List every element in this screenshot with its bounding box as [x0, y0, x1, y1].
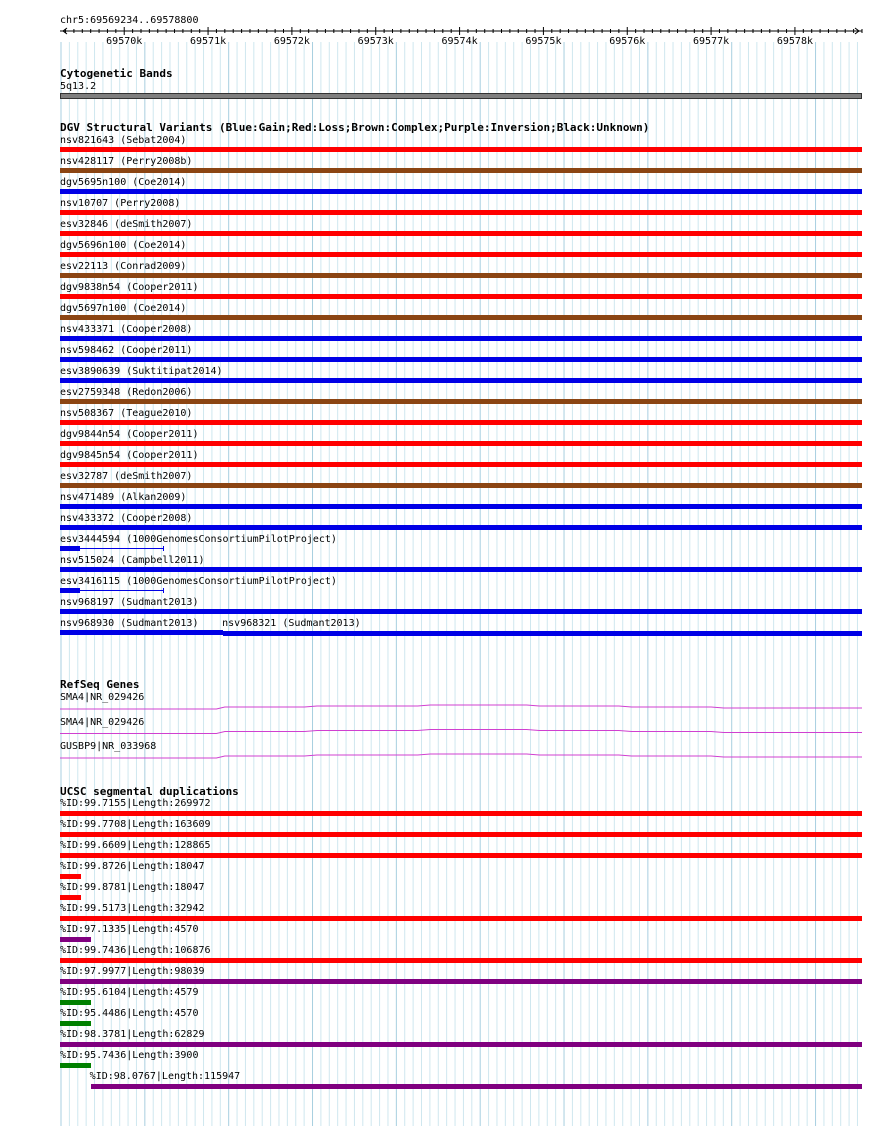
- dgv-feature-bar[interactable]: [223, 631, 862, 636]
- segdup-feature-bar[interactable]: [60, 1063, 91, 1068]
- segdup-feature-bar[interactable]: [60, 811, 862, 816]
- dgv-feature-label: esv32787 (deSmith2007): [60, 471, 193, 482]
- dgv-feature-bar[interactable]: [60, 357, 862, 362]
- dgv-feature-label: nsv821643 (Sebat2004): [60, 135, 187, 146]
- dgv-feature-tick[interactable]: [163, 546, 164, 551]
- ruler-tick-label: 69572k: [273, 36, 310, 47]
- dgv-feature-label: esv2759348 (Redon2006): [60, 387, 193, 398]
- dgv-feature-label: nsv10707 (Perry2008): [60, 198, 181, 209]
- ruler-tick-label: 69574k: [441, 36, 478, 47]
- segdup-feature-bar[interactable]: [60, 874, 81, 879]
- segdup-feature-bar[interactable]: [60, 979, 862, 984]
- segdup-feature-bar[interactable]: [60, 958, 862, 963]
- dgv-feature-bar[interactable]: [60, 609, 862, 614]
- ruler-tick-label: 69571k: [189, 36, 227, 47]
- ruler-region: chr5:69569234..69578800: [60, 15, 199, 26]
- refseq-gene-label: SMA4|NR_029426: [60, 716, 145, 728]
- dgv-feature-tick[interactable]: [163, 588, 164, 593]
- refseq-gene-label: SMA4|NR_029426: [60, 692, 145, 703]
- ruler-tick-label: 69575k: [525, 36, 562, 47]
- segdup-feature-label: %ID:98.3781|Length:62829: [60, 1029, 205, 1040]
- dgv-feature-bar[interactable]: [60, 420, 862, 425]
- dgv-feature-label: dgv5695n100 (Coe2014): [60, 177, 187, 188]
- dgv-track-title: DGV Structural Variants (Blue:Gain;Red:Loss;Brown:Complex;Purple:Inversion;Black:Unknown): [60, 121, 650, 134]
- segdup-feature-label: %ID:99.5173|Length:32942: [60, 903, 205, 914]
- cytoband-track-title: Cytogenetic Bands: [60, 67, 173, 80]
- dgv-feature-bar[interactable]: [60, 273, 862, 278]
- segdup-feature-label: %ID:97.9977|Length:98039: [60, 966, 205, 977]
- dgv-feature-label: esv3416115 (1000GenomesConsortiumPilotProject): [60, 576, 337, 587]
- ruler-tick-label: 69578k: [776, 36, 813, 47]
- dgv-feature-bar[interactable]: [60, 294, 862, 299]
- segdup-feature-label: %ID:95.6104|Length:4579: [60, 987, 199, 998]
- dgv-feature-bar[interactable]: [60, 441, 862, 446]
- ruler-tick-label: 69576k: [609, 36, 646, 47]
- dgv-feature-bar[interactable]: [60, 630, 223, 635]
- segdup-feature-label: %ID:95.7436|Length:3900: [60, 1050, 199, 1061]
- dgv-feature-bar[interactable]: [60, 189, 862, 194]
- dgv-feature-bar[interactable]: [60, 147, 862, 152]
- segdup-feature-label: %ID:98.0767|Length:115947: [89, 1071, 241, 1082]
- dgv-feature-label: nsv968321 (Sudmant2013): [222, 618, 361, 629]
- ruler-tick-label: 69573k: [357, 36, 394, 47]
- dgv-feature-label: nsv968930 (Sudmant2013): [60, 618, 199, 629]
- dgv-feature-bar[interactable]: [60, 336, 862, 341]
- dgv-feature-label: esv32846 (deSmith2007): [60, 219, 193, 230]
- dgv-feature-bar[interactable]: [60, 378, 862, 383]
- segdup-feature-label: %ID:99.8726|Length:18047: [60, 861, 205, 872]
- dgv-feature-bar[interactable]: [60, 315, 862, 320]
- dgv-feature-label: dgv9845n54 (Cooper2011): [60, 450, 199, 461]
- dgv-feature-bar[interactable]: [60, 168, 862, 173]
- cytoband-bar[interactable]: [60, 93, 862, 99]
- dgv-feature-bar[interactable]: [60, 462, 862, 467]
- segdup-feature-bar[interactable]: [91, 1084, 862, 1089]
- dgv-feature-label: nsv598462 (Cooper2011): [60, 345, 193, 356]
- segdup-feature-bar[interactable]: [60, 916, 862, 921]
- dgv-feature-label: dgv9838n54 (Cooper2011): [60, 282, 199, 293]
- dgv-feature-label: nsv968197 (Sudmant2013): [60, 597, 199, 608]
- dgv-feature-bar[interactable]: [60, 567, 862, 572]
- refseq-track-title: RefSeq Genes: [60, 678, 140, 691]
- dgv-feature-bar[interactable]: [60, 231, 862, 236]
- ruler-tick-label: 69570k: [106, 36, 143, 47]
- dgv-feature-bar[interactable]: [60, 252, 862, 257]
- dgv-feature-bar[interactable]: [60, 525, 862, 530]
- dgv-feature-bar[interactable]: [60, 588, 80, 593]
- ruler-tick-label: 69577k: [693, 36, 730, 47]
- segdup-feature-bar[interactable]: [60, 937, 91, 942]
- ruler: [0, 0, 890, 60]
- dgv-feature-label: dgv5696n100 (Coe2014): [60, 240, 187, 251]
- refseq-gene-label: GUSBP9|NR_033968: [60, 741, 157, 752]
- segdup-track-title: UCSC segmental duplications: [60, 785, 239, 798]
- dgv-feature-bar[interactable]: [60, 504, 862, 509]
- dgv-feature-label: esv3444594 (1000GenomesConsortiumPilotProject): [60, 534, 337, 545]
- segdup-feature-label: %ID:99.8781|Length:18047: [60, 882, 205, 893]
- segdup-feature-bar[interactable]: [60, 895, 81, 900]
- dgv-feature-label: dgv5697n100 (Coe2014): [60, 303, 187, 314]
- dgv-feature-bar[interactable]: [60, 546, 80, 551]
- segdup-feature-bar[interactable]: [60, 853, 862, 858]
- segdup-feature-label: %ID:99.7155|Length:269972: [60, 798, 211, 809]
- dgv-feature-bar[interactable]: [60, 399, 862, 404]
- cytoband-label: 5q13.2: [60, 81, 97, 92]
- segdup-feature-label: %ID:95.4486|Length:4570: [60, 1008, 199, 1019]
- dgv-feature-label: dgv9844n54 (Cooper2011): [60, 429, 199, 440]
- segdup-feature-bar[interactable]: [60, 1000, 91, 1005]
- dgv-feature-label: esv22113 (Conrad2009): [60, 261, 187, 272]
- dgv-feature-label: nsv433372 (Cooper2008): [60, 513, 193, 524]
- dgv-feature-label: nsv433371 (Cooper2008): [60, 324, 193, 335]
- dgv-feature-label: esv3890639 (Suktitipat2014): [60, 366, 223, 377]
- dgv-feature-bar[interactable]: [60, 483, 862, 488]
- segdup-feature-label: %ID:99.7708|Length:163609: [60, 819, 211, 830]
- segdup-feature-bar[interactable]: [60, 1042, 862, 1047]
- dgv-feature-label: nsv515024 (Campbell2011): [60, 555, 205, 566]
- dgv-feature-label: nsv428117 (Perry2008b): [60, 156, 193, 167]
- segdup-feature-bar[interactable]: [60, 832, 862, 837]
- dgv-feature-label: nsv508367 (Teague2010): [60, 408, 193, 419]
- dgv-feature-bar[interactable]: [60, 210, 862, 215]
- dgv-feature-label: nsv471489 (Alkan2009): [60, 492, 187, 503]
- segdup-feature-bar[interactable]: [60, 1021, 91, 1026]
- segdup-feature-label: %ID:97.1335|Length:4570: [60, 924, 199, 935]
- segdup-feature-label: %ID:99.6609|Length:128865: [60, 840, 211, 851]
- segdup-feature-label: %ID:99.7436|Length:106876: [60, 945, 211, 956]
